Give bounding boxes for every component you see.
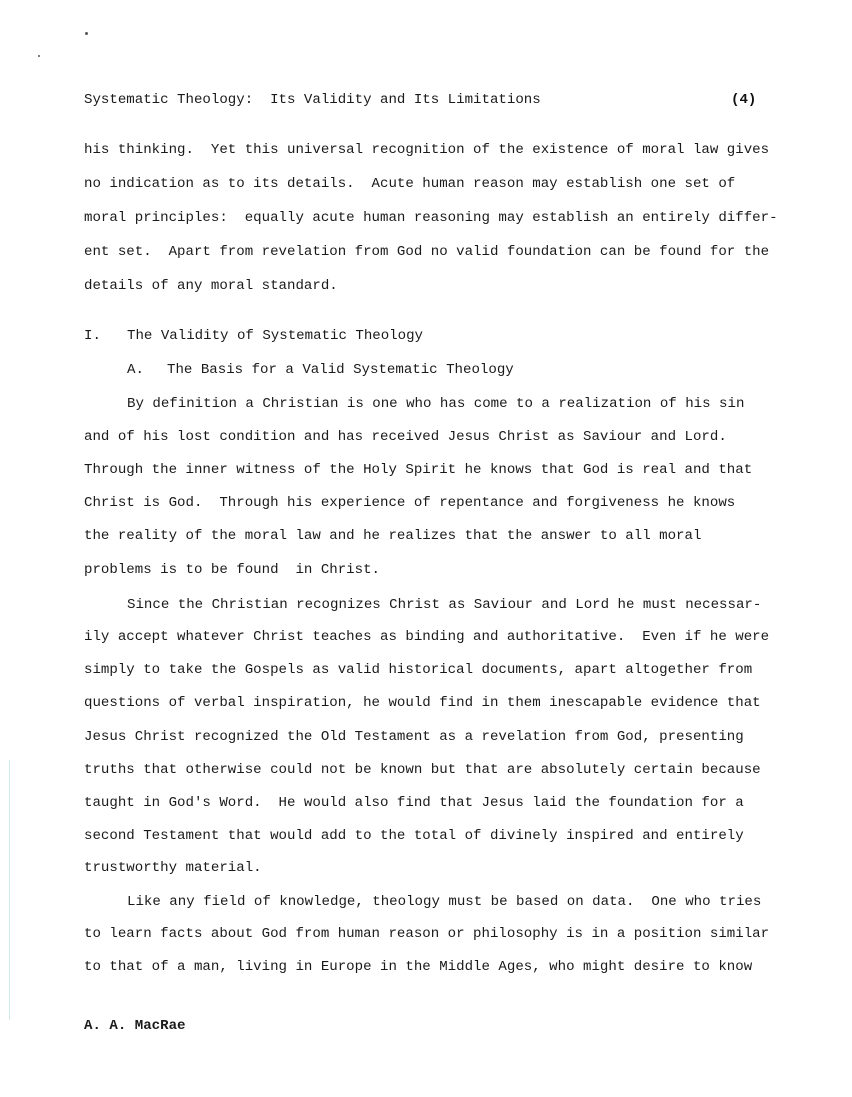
subsection-heading: The Basis for a Valid Systematic Theology bbox=[167, 362, 514, 378]
text-line: Through the inner witness of the Holy Spirit he knows that God is real and that bbox=[84, 462, 753, 478]
text-line: second Testament that would add to the total of divinely inspired and entirely bbox=[84, 828, 744, 844]
text-line: moral principles: equally acute human reasoning may establish an entirely differ- bbox=[84, 210, 778, 226]
text-line: Christ is God. Through his experience of repentance and forgiveness he knows bbox=[84, 495, 736, 511]
text-line: no indication as to its details. Acute human reason may establish one set of bbox=[84, 176, 736, 192]
author-signature: A. A. MacRae bbox=[84, 1018, 186, 1034]
subsection-number: A. bbox=[127, 362, 144, 378]
text-line: Jesus Christ recognized the Old Testament as a revelation from God, presenting bbox=[84, 729, 744, 745]
scan-speck bbox=[38, 55, 40, 57]
text-line: his thinking. Yet this universal recognition of the existence of moral law gives bbox=[84, 142, 770, 158]
running-header: Systematic Theology: Its Validity and Its Limitations bbox=[84, 92, 541, 108]
text-line: Like any field of knowledge, theology must be based on data. One who tries bbox=[127, 894, 762, 910]
scan-speck bbox=[85, 32, 88, 35]
text-line: ent set. Apart from revelation from God no valid foundation can be found for the bbox=[84, 244, 770, 260]
text-line: to learn facts about God from human reason or philosophy is in a position similar bbox=[84, 926, 770, 942]
section-heading: The Validity of Systematic Theology bbox=[127, 328, 424, 344]
text-line: truths that otherwise could not be known but that are absolutely certain because bbox=[84, 762, 761, 778]
section-number: I. bbox=[84, 328, 101, 344]
text-line: the reality of the moral law and he realizes that the answer to all moral bbox=[84, 528, 702, 544]
text-line: Since the Christian recognizes Christ as Saviour and Lord he must necessar- bbox=[127, 597, 762, 613]
text-line: questions of verbal inspiration, he would find in them inescapable evidence that bbox=[84, 695, 761, 711]
text-line: simply to take the Gospels as valid historical documents, apart altogether from bbox=[84, 662, 753, 678]
text-line: taught in God's Word. He would also find that Jesus laid the foundation for a bbox=[84, 795, 744, 811]
text-line: ily accept whatever Christ teaches as binding and authoritative. Even if he were bbox=[84, 629, 770, 645]
page-number: (4) bbox=[731, 92, 757, 108]
scan-edge-mark bbox=[9, 760, 10, 1020]
text-line: details of any moral standard. bbox=[84, 278, 338, 294]
text-line: trustworthy material. bbox=[84, 860, 262, 876]
text-line: By definition a Christian is one who has come to a realization of his sin bbox=[127, 396, 745, 412]
text-line: problems is to be found in Christ. bbox=[84, 562, 381, 578]
text-line: and of his lost condition and has received Jesus Christ as Saviour and Lord. bbox=[84, 429, 727, 445]
text-line: to that of a man, living in Europe in the Middle Ages, who might desire to know bbox=[84, 959, 753, 975]
